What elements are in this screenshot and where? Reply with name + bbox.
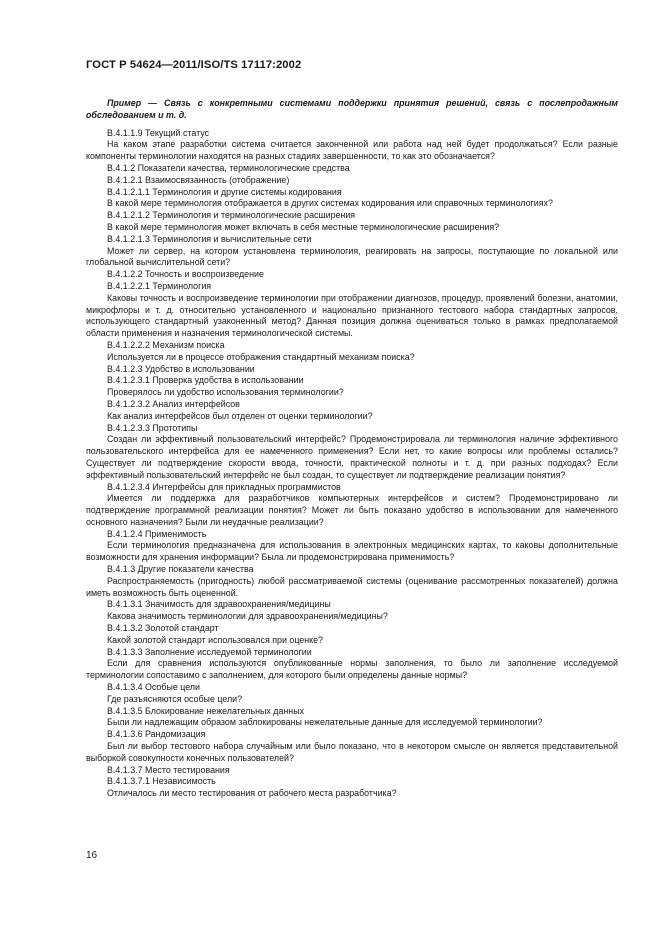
paragraph: Распространяемость (пригодность) любой рассматриваемой системы (оценивание рассмотренных показателей) должна иметь возможность быть оцененной. (86, 575, 618, 598)
section-heading: В.4.1.1.9 Текущий статус (107, 127, 210, 138)
paragraph: Используется ли в процессе отображения стандартный механизм поиска? (107, 351, 415, 362)
section-heading: В.4.1.2.4 Применимость (107, 528, 207, 539)
paragraph: Отличалось ли место тестирования от рабочего места разработчика? (107, 788, 397, 799)
document-body (86, 98, 618, 800)
example-note: Пример — Связь с конкретными системами поддержки принятия решений, связь с послепродажным обследованием и т. д. (86, 98, 618, 120)
paragraph: Если для сравнения используются опубликованные нормы заполнения, то было ли заполнение исследуемой терминологии сопоставимо с заполнением, для которого были определены данные нормы? (86, 658, 618, 681)
paragraph: Если терминология предназначена для использования в электронных медицинских картах, то каковы дополнительные возможности для хранения информации? Была ли продемонстрирована применимость? (86, 540, 618, 563)
paragraph: Каковы точность и воспроизведение терминологии при отображении диагнозов, процедур, проявлений болезни, анатомии, микрофлоры и т. д. относительно установленного и национально признанного тестового набора стандартных запросов, использующего стандартный узаконенный метод? Данная позиция должна оцениваться только в рамках предполагаемой области применения и назначения терминологической системы. (86, 292, 618, 339)
paragraph: Были ли надлежащим образом заблокированы нежелательные данные для исследуемой терминологии? (107, 717, 543, 728)
section-heading: В.4.1.3.1 Значимость для здравоохранения/медицины (107, 599, 331, 610)
paragraph: На каком этапе разработки система считается законченной или работа над ней будет продолжаться? Если разные компоненты терминологии находятся на разных стадиях завершенности, то как это обозначается? (86, 139, 618, 162)
paragraph: В какой мере терминология может включать в себя местные терминологические расширения? (107, 221, 500, 232)
section-heading: В.4.1.3.3 Заполнение исследуемой терминологии (107, 646, 312, 657)
section-heading: В.4.1.2.2.1 Терминология (107, 280, 212, 291)
paragraph: Имеется ли поддержка для разработчиков компьютерных интерфейсов и систем? Продемонстрировано ли подтверждение программной реализации понятия? Может ли быть показано удобство в использовании для намеченного основного назначения? Были ли неудачные реализации? (86, 493, 618, 527)
section-heading: В.4.1.2 Показатели качества, терминологические средства (107, 162, 350, 173)
section-heading: В.4.1.2.3.2 Анализ интерфейсов (107, 398, 240, 409)
paragraph: Создан ли эффективный пользовательский интерфейс? Продемонстрировала ли терминология наличие эффективного пользовательского интерфейса для ее намеченного применения? Если нет, то какие вопросы или проблемы остались? Существует ли подтверждение скорости ввода, точности, практической полноты и т. д. при разных подходах? Если эффективный пользовательский интерфейс не был создан, то существует ли подтверждение реализации понятия? (86, 434, 618, 480)
paragraph: Какова значимость терминологии для здравоохранения/медицины? (107, 611, 388, 622)
section-heading: В.4.1.3.4 Особые цели (107, 682, 200, 693)
paragraph: В какой мере терминология отображается в других системах кодирования или справочных терминологиях? (107, 198, 553, 209)
paragraph: Может ли сервер, на котором установлена терминология, реагировать на запросы, поступающие по локальной или глобальной вычислительной сети? (86, 245, 618, 268)
paragraph: Как анализ интерфейсов был отделен от оценки терминологии? (107, 410, 373, 421)
document-header: ГОСТ Р 54624—2011/ISO/TS 17117:2002 (86, 59, 302, 71)
section-heading: В.4.1.3.7 Место тестирования (107, 764, 230, 775)
section-heading: В.4.1.2.3.1 Проверка удобства в использовании (107, 375, 304, 386)
section-heading: В.4.1.3.6 Рандомизация (107, 729, 206, 740)
section-heading: В.4.1.3.2 Золотой стандарт (107, 623, 219, 634)
section-heading: В.4.1.2.3 Удобство в использовании (107, 363, 255, 374)
section-heading: В.4.1.2.3.3 Прототипы (107, 422, 198, 433)
section-heading: В.4.1.2.2 Точность и воспроизведение (107, 269, 264, 280)
section-heading: В.4.1.3 Другие показатели качества (107, 564, 254, 575)
section-heading: В.4.1.2.2.2 Механизм поиска (107, 339, 225, 350)
section-heading: В.4.1.3.7.1 Независимость (107, 776, 216, 787)
section-heading: В.4.1.3.5 Блокирование нежелательных данных (107, 705, 305, 716)
paragraph: Проверялось ли удобство использования терминологии? (107, 387, 344, 398)
paragraph: Где разъясняются особые цели? (107, 693, 243, 704)
section-heading: В.4.1.2.1 Взаимосвязанность (отображение) (107, 174, 290, 185)
paragraph: Какой золотой стандарт использовался при оценке? (107, 634, 323, 645)
paragraph: Был ли выбор тестового набора случайным или было показано, что в некотором смысле он является представительной выборкой совокупности конечных пользователей? (86, 741, 618, 763)
section-heading: В.4.1.2.1.2 Терминология и терминологические расширения (107, 210, 356, 221)
section-list (86, 128, 618, 800)
section-heading: В.4.1.2.1.1 Терминология и другие системы кодирования (107, 186, 342, 197)
page-number: 16 (86, 850, 98, 861)
section-heading: В.4.1.2.1.3 Терминология и вычислительные сети (107, 233, 312, 244)
section-heading: В.4.1.2.3.4 Интерфейсы для прикладных программистов (107, 481, 341, 492)
